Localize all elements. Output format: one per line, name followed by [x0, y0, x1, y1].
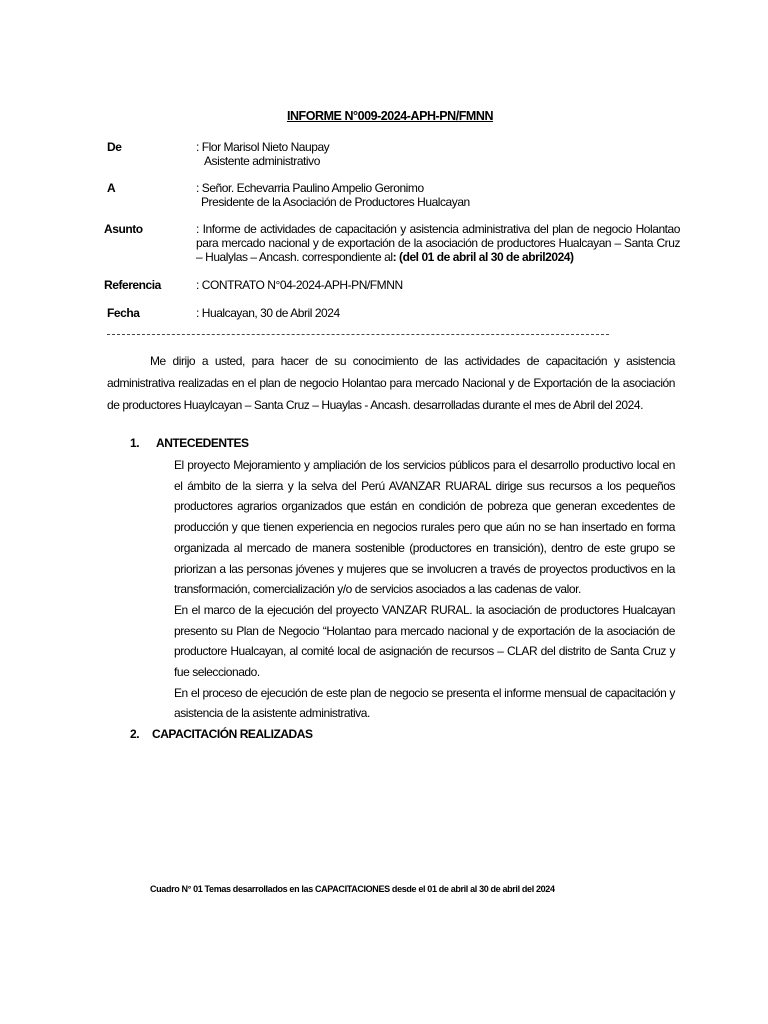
report-title: INFORME N°009-2024-APH-PN/FMNN	[286, 109, 494, 123]
section-2-number: 2.	[130, 727, 140, 741]
reference-value: : CONTRATO N°04-2024-APH-PN/FMNN	[196, 278, 403, 292]
to-label: A	[107, 181, 116, 195]
separator-line	[107, 334, 609, 341]
from-label: De	[107, 140, 122, 154]
section-2-title: CAPACITACIÓN REALIZADAS	[152, 727, 313, 741]
date-value: : Hualcayan, 30 de Abril 2024	[196, 306, 340, 320]
section-1-paragraph: El proyecto Mejoramiento y ampliación de los servicios públicos para el desarrollo productivo local en el ámbito de la sierra y la selva del Perú AVANZAR RUARAL dirige sus recursos a los pequeños productores agrarios organizados que están en condición de pobreza que generan excedentes de producción y que tienen experiencia en negocios rurales pero que aún no se han insertado en forma organizada al mercado de manera sostenible (productores en transición), dentro de este grupo se priorizan a las personas jóvenes y mujeres que se involucren a través de proyectos productivos en la transformación, comercialización y/o de servicios asociados a las cadenas de valor.	[174, 458, 675, 597]
section-1-heading	[130, 436, 249, 450]
section-1-number: 1.	[130, 436, 140, 450]
date-label: Fecha	[107, 306, 140, 320]
to-value	[196, 181, 470, 209]
intro-text: Me dirijo a usted, para hacer de su conocimiento de las actividades de capacitación y asistencia administrativa realizadas en el plan de negocio Holantao para mercado Nacional y de Exportación de la asociación de productores Huaylcayan – Santa Cruz – Huaylas - Ancash. desarrolladas durante el mes de Abril del 2024.	[107, 354, 675, 412]
section-2-heading	[130, 727, 313, 741]
from-value	[196, 140, 329, 168]
section-1-body	[174, 455, 675, 724]
from-name: : Flor Marisol Nieto Naupay	[196, 140, 330, 154]
reference-label: Referencia	[104, 278, 161, 292]
intro-paragraph	[107, 350, 675, 416]
section-1-paragraph: En el proceso de ejecución de este plan de negocio se presenta el informe mensual de capacitación y asistencia de la asistente administrativa.	[174, 685, 675, 721]
from-position: Asistente administrativo	[204, 154, 320, 168]
section-1-paragraph: En el marco de la ejecución del proyecto VANZAR RURAL. la asociación de productores Hualcayan presento su Plan de Negocio “Holantao para mercado nacional y de exportación de la asociación de productore Hualcayan, al comité local de asignación de recursos – CLAR del distrito de Santa Cruz y fue seleccionado.	[174, 602, 675, 680]
to-position: Presidente de la Asociación de Productores Hualcayan	[201, 195, 470, 209]
subject-value	[196, 222, 680, 264]
table-caption: Cuadro N° 01 Temas desarrollados en las CAPACITACIONES desde el 01 de abril al 30 de abril del 2024	[150, 884, 555, 894]
subject-label: Asunto	[104, 222, 143, 236]
subject-period: : (del 01 de abril al 30 de abril2024)	[392, 250, 574, 264]
to-name: : Señor. Echevarria Paulino Ampelio Geronimo	[196, 181, 424, 195]
section-1-title: ANTECEDENTES	[156, 436, 249, 450]
subject-text: : Informe de actividades de capacitación y asistencia administrativa del plan de negocio Holantao para mercado nacional y de exportación de la asociación de productores Hualcayan – Santa Cruz – Hualylas – Ancash. correspondiente al	[196, 222, 680, 264]
